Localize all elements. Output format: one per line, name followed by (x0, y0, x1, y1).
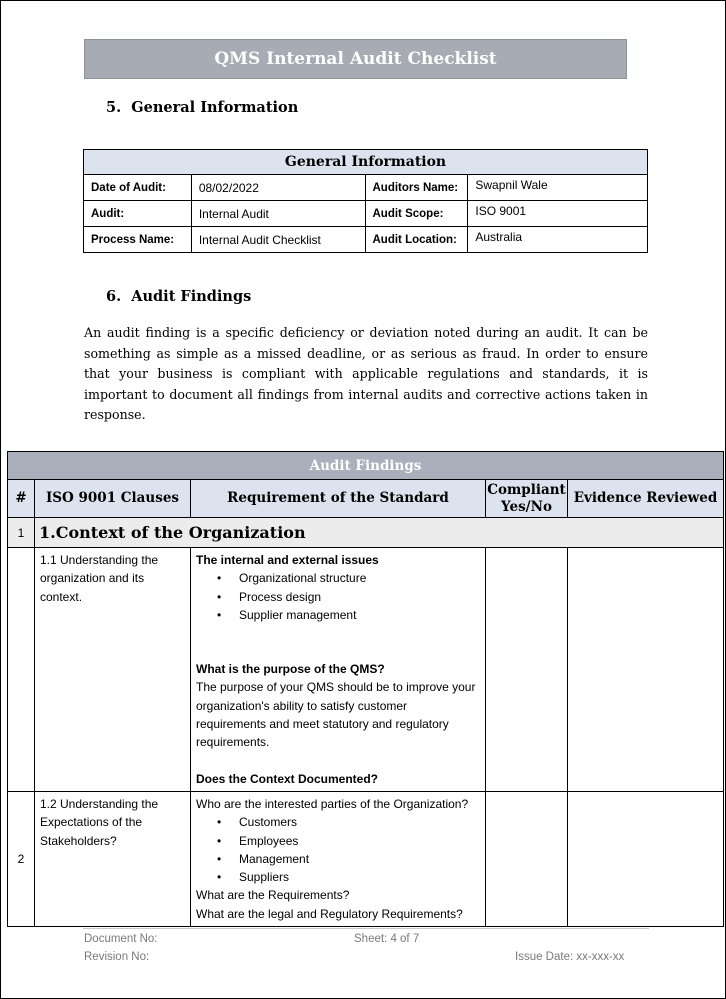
info-label: Audit Scope: (365, 201, 468, 227)
table-header-row (8, 480, 724, 518)
info-row (84, 175, 648, 201)
column-header-number: # (8, 480, 35, 518)
footer-sheet: Sheet: 4 of 7 (354, 933, 420, 945)
column-header-evidence: Evidence Reviewed (568, 480, 724, 518)
info-value: Australia (468, 227, 648, 253)
info-label: Date of Audit: (84, 175, 192, 201)
list-item: • Customers (196, 813, 480, 831)
audit-findings-paragraph: An audit finding is a specific deficiency or deviation noted during an audit. It can be something as simple as a missed deadline, or as serious as fraud. In order to ensure that your business is compliant with applicable regulations and standards, it is important to document all findings from internal audits and corrective actions taken in response. (84, 325, 648, 422)
info-value: Internal Audit (191, 201, 365, 227)
footer-issue-date: Issue Date: xx-xxx-xx (515, 951, 625, 963)
section-row (8, 518, 724, 548)
info-value: Internal Audit Checklist (191, 227, 365, 253)
audit-findings-table (7, 451, 724, 927)
requirement-bullets (196, 813, 480, 886)
table-row (8, 548, 724, 792)
section-number: 5. (106, 99, 122, 116)
column-header-compliant: Compliant Yes/No (486, 480, 568, 518)
requirement-heading: Does the Context Documented? (196, 771, 379, 786)
column-header-requirement: Requirement of the Standard (191, 480, 486, 518)
info-value: ISO 9001 (468, 201, 648, 227)
clause-cell: 1.1 Understanding the organization and its context. (35, 548, 191, 792)
info-value: Swapnil Wale (468, 175, 648, 201)
list-item: • Process design (196, 588, 480, 606)
compliant-cell (486, 791, 568, 926)
info-label: Process Name: (84, 227, 192, 253)
row-number: 2 (8, 791, 35, 926)
section-title: General Information (131, 99, 299, 116)
list-item: • Management (196, 850, 480, 868)
section-number: 6. (106, 288, 122, 305)
requirement-cell (191, 791, 486, 926)
requirement-text: The purpose of your QMS should be to improve your organization's ability to satisfy customer requirements and meet statutory and regulatory requirements. (196, 680, 476, 750)
info-label: Audit: (84, 201, 192, 227)
evidence-cell (568, 791, 724, 926)
evidence-cell (568, 548, 724, 792)
section-heading-audit-findings (106, 288, 251, 305)
section-heading-general-information (106, 99, 298, 116)
compliant-cell (486, 548, 568, 792)
clause-cell: 1.2 Understanding the Expectations of the Stakeholders? (35, 791, 191, 926)
requirement-text: What are the Requirements? (196, 888, 350, 903)
info-label: Auditors Name: (365, 175, 468, 201)
row-number (8, 548, 35, 792)
info-row (84, 227, 648, 253)
requirement-text: What are the legal and Regulatory Requirements? (196, 906, 463, 921)
section-title: Audit Findings (131, 288, 252, 305)
audit-findings-title: Audit Findings (8, 452, 724, 480)
footer-document-no: Document No: (84, 933, 158, 945)
requirement-text: Who are the interested parties of the Organization? (196, 796, 469, 811)
general-information-header: General Information (84, 150, 648, 175)
list-item: • Suppliers (196, 868, 480, 886)
list-item: • Organizational structure (196, 569, 480, 587)
footer-divider (83, 928, 649, 929)
requirement-heading: The internal and external issues (196, 553, 379, 567)
list-item: • Supplier management (196, 606, 480, 624)
footer-revision-no: Revision No: (84, 951, 150, 963)
info-row (84, 201, 648, 227)
general-information-table (83, 149, 648, 253)
section-row-number: 1 (8, 518, 35, 548)
list-item: • Employees (196, 832, 480, 850)
table-row (8, 791, 724, 926)
requirement-cell (191, 548, 486, 792)
requirement-bullets (196, 569, 480, 624)
column-header-clauses: ISO 9001 Clauses (35, 480, 191, 518)
info-label: Audit Location: (365, 227, 468, 253)
section-row-title: 1.Context of the Organization (35, 518, 724, 548)
requirement-heading: What is the purpose of the QMS? (196, 662, 385, 677)
document-title: QMS Internal Audit Checklist (84, 39, 627, 79)
info-value: 08/02/2022 (191, 175, 365, 201)
